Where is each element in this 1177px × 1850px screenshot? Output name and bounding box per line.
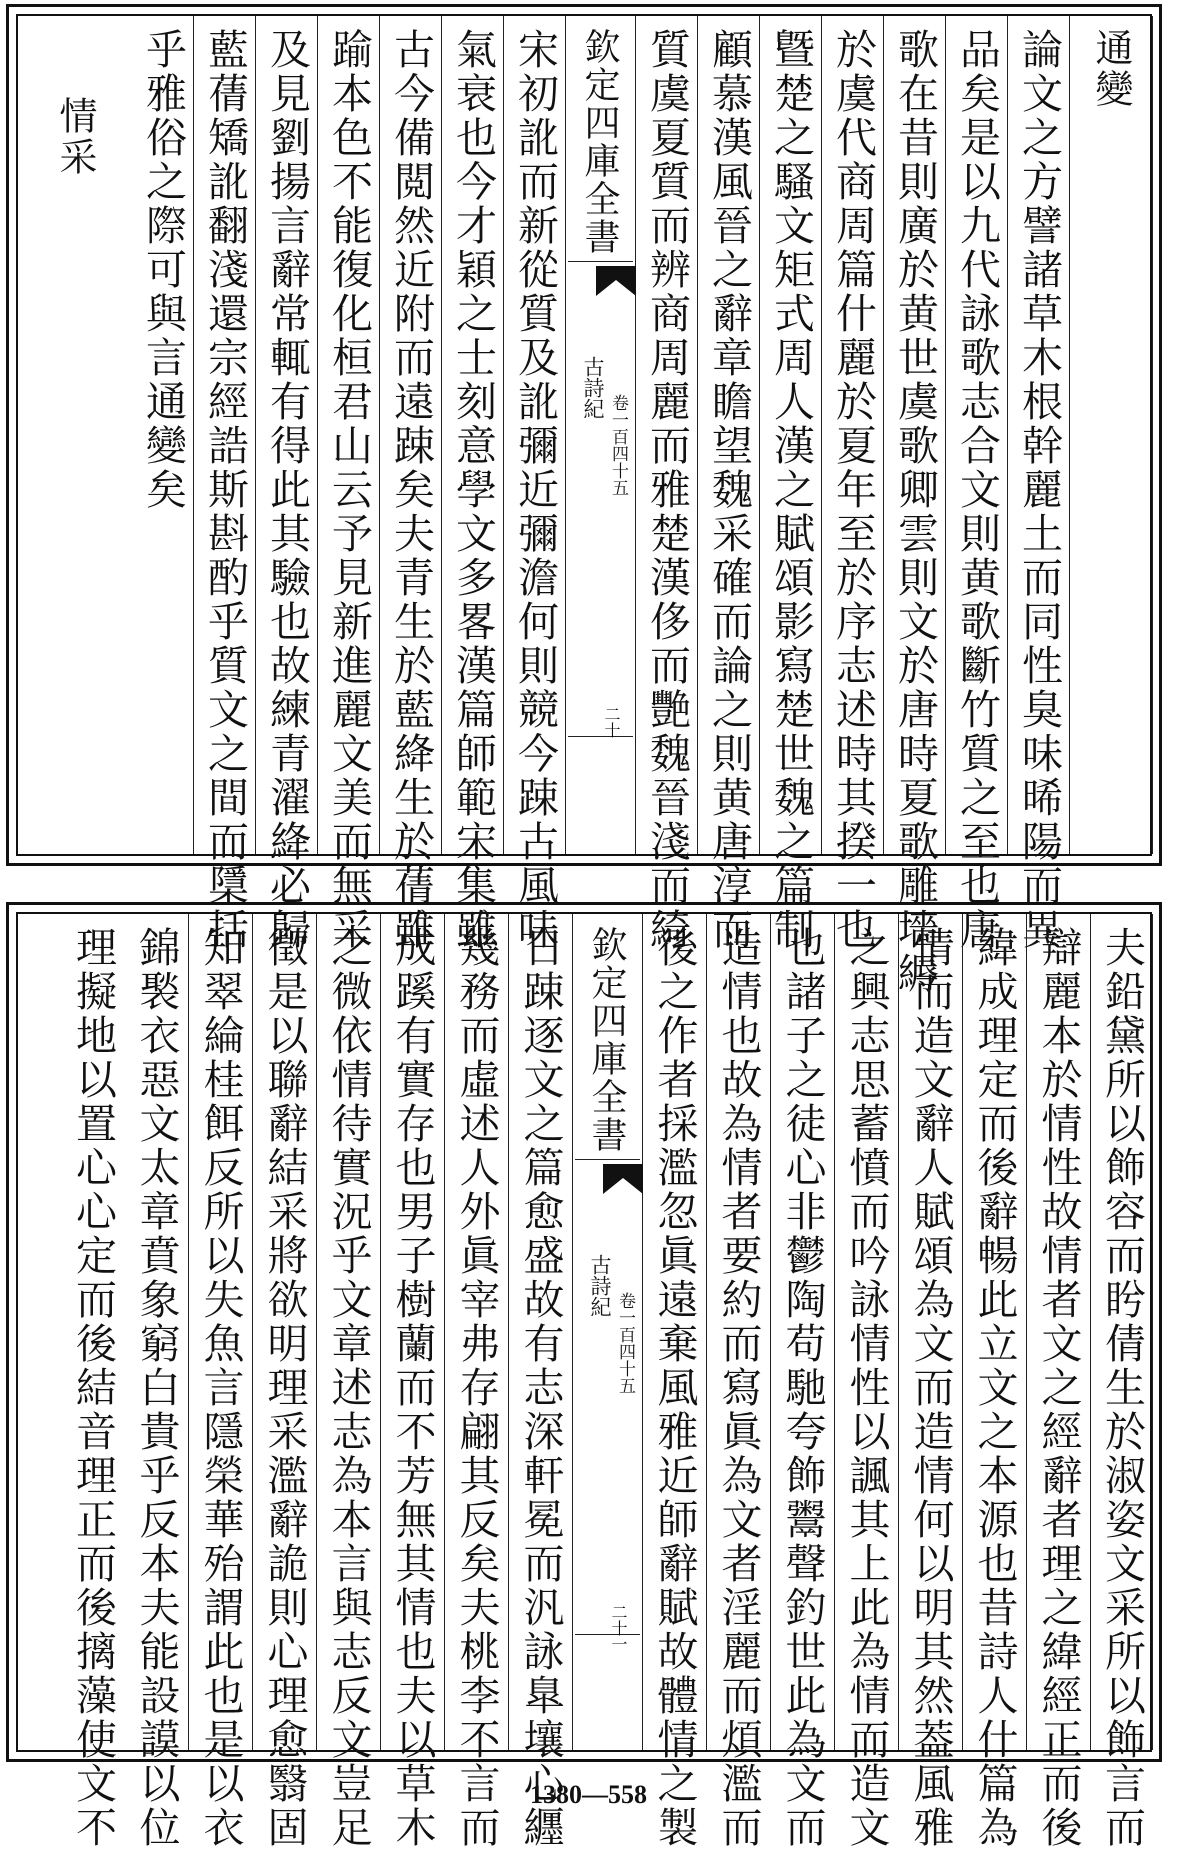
column xyxy=(132,16,194,854)
column xyxy=(963,914,1027,1850)
work-title: 古詩紀 xyxy=(581,356,605,419)
text-column: 幾務而虛述人外眞宰弗存翩其反矣夫桃李不言而 xyxy=(452,926,501,1850)
text-column: 宋初訛而新從質及訛彌近彌澹何則競今踈古風味 xyxy=(511,28,559,952)
column xyxy=(256,16,318,952)
divider xyxy=(575,1159,640,1160)
text-column: 情而造文辭人賦頌為文而造情何以明其然葢風雅 xyxy=(906,926,955,1850)
text-column: 辯麗本於情性故情者文之經辭者理之緯經正而後 xyxy=(1034,926,1083,1850)
column xyxy=(18,16,132,854)
work-title: 古詩紀 xyxy=(588,1254,612,1317)
text-column: 曁楚之騷文矩式周人漢之賦頌影寫楚世魏之篇制 xyxy=(767,28,815,952)
text-column: 歌在昔則廣於黄世虞歌卿雲則文於唐時夏歌雕墻縟 xyxy=(891,28,939,996)
fishtail-mark-icon xyxy=(603,1164,643,1204)
column xyxy=(317,914,381,1850)
text-column: 藍蒨矯訛翻淺還宗經誥斯斟酌乎質文之間而檃括 xyxy=(201,28,249,952)
text-column: 夫鉛黛所以飾容而盻倩生於淑姿文采所以飾言而 xyxy=(1098,926,1146,1850)
volume-number: 卷一百四十五 xyxy=(615,1292,635,1394)
column xyxy=(380,16,442,952)
column xyxy=(946,16,1008,952)
text-column: 成蹊有實存也男子樹蘭而不芳無其情也夫以草木 xyxy=(388,926,437,1850)
column xyxy=(636,16,698,952)
column xyxy=(189,914,253,1850)
text-column: 之微依情待實況乎文章述志為本言與志反文豈足 xyxy=(324,926,373,1850)
text-column: 緯成理定而後辭暢此立文之本源也昔詩人什篇為 xyxy=(970,926,1019,1850)
folio-number: 二十 xyxy=(602,706,621,738)
text-column: 知翠綸桂餌反所以失魚言隱榮華殆謂此也是以衣 xyxy=(196,926,245,1850)
column xyxy=(125,914,189,1850)
text-column: 及見劉揚言辭常輒有得此其驗也故練青濯絳必歸 xyxy=(263,28,311,952)
column xyxy=(1027,914,1091,1850)
book-title: 欽定四庫全書 xyxy=(579,28,620,256)
text-column: 也諸子之徒心非鬱陶苟馳夸飾鬻聲釣世此為文而 xyxy=(778,926,827,1850)
column xyxy=(1070,16,1153,854)
column xyxy=(1008,16,1070,952)
column xyxy=(442,16,504,952)
text-column: 質虞夏質而辨商周麗而雅楚漢侈而艷魏晉淺而綺 xyxy=(643,28,691,952)
center-margin xyxy=(566,16,636,854)
text-column: 品矣是以九代詠歌志合文則黄歌斷竹質之至也唐 xyxy=(953,28,1001,952)
column xyxy=(61,914,125,1850)
section-heading: 通變 xyxy=(1089,28,1133,110)
text-column: 徵是以聯辭結采將欲明理采濫辭詭則心理愈翳固 xyxy=(260,926,309,1850)
volume-number: 卷一百四十五 xyxy=(608,394,628,496)
column xyxy=(760,16,822,952)
top-page-frame xyxy=(16,14,1152,996)
text-column: 理擬地以置心心定而後結音理正而後摛藻使文不 xyxy=(69,926,117,1850)
column xyxy=(771,914,835,1850)
page-code: 1380—558 xyxy=(530,1780,647,1809)
column xyxy=(884,16,946,996)
text-column: 論文之方譬諸草木根幹麗土而同性臭味晞陽而異 xyxy=(1015,28,1063,952)
text-column: 氣衰也今才穎之士刻意學文多畧漢篇師範宋集雖 xyxy=(449,28,497,952)
text-column: 錦褧衣惡文太章賁象窮白貴乎反本夫能設謨以位 xyxy=(132,926,181,1850)
folio-number: 二十一 xyxy=(609,1604,628,1652)
text-column: 造情也故為情者要約而寫眞為文者淫麗而煩濫而 xyxy=(714,926,763,1850)
column xyxy=(835,914,899,1850)
column xyxy=(707,914,771,1850)
column xyxy=(253,914,317,1850)
column xyxy=(445,914,509,1850)
center-margin xyxy=(573,914,643,1750)
fishtail-mark-icon xyxy=(596,266,636,306)
text-column: 日踈逐文之篇愈盛故有志深軒冕而汎詠臯壤心纒 xyxy=(516,926,565,1850)
column xyxy=(194,16,256,952)
text-column: 於虞代商周篇什麗於夏年至於序志述時其揆一也 xyxy=(829,28,877,952)
column xyxy=(698,16,760,952)
text-column: 後之作者採濫忽眞遠棄風雅近師辭賦故體情之製 xyxy=(650,926,699,1850)
text-column: 之興志思蓄憤而吟詠情性以諷其上此為情而造文 xyxy=(842,926,891,1850)
text-column: 古今備閲然近附而遠踈矣夫青生於藍絳生於蒨雖 xyxy=(387,28,435,952)
book-title: 欽定四庫全書 xyxy=(586,926,627,1154)
column xyxy=(318,16,380,952)
column xyxy=(643,914,707,1850)
column xyxy=(899,914,963,1850)
column xyxy=(822,16,884,952)
section-heading: 情采 xyxy=(53,96,97,178)
column xyxy=(509,914,573,1850)
text-column: 乎雅俗之際可與言通變矣 xyxy=(139,28,187,512)
column xyxy=(504,16,566,952)
column xyxy=(381,914,445,1850)
column xyxy=(1091,914,1153,1850)
divider xyxy=(568,261,633,262)
top-page xyxy=(6,4,1162,996)
text-column: 踰本色不能復化桓君山云予見新進麗文美而無采 xyxy=(325,28,373,952)
text-column: 顧慕漢風晉之辭章瞻望魏采確而論之則黄唐淳而 xyxy=(705,28,753,952)
